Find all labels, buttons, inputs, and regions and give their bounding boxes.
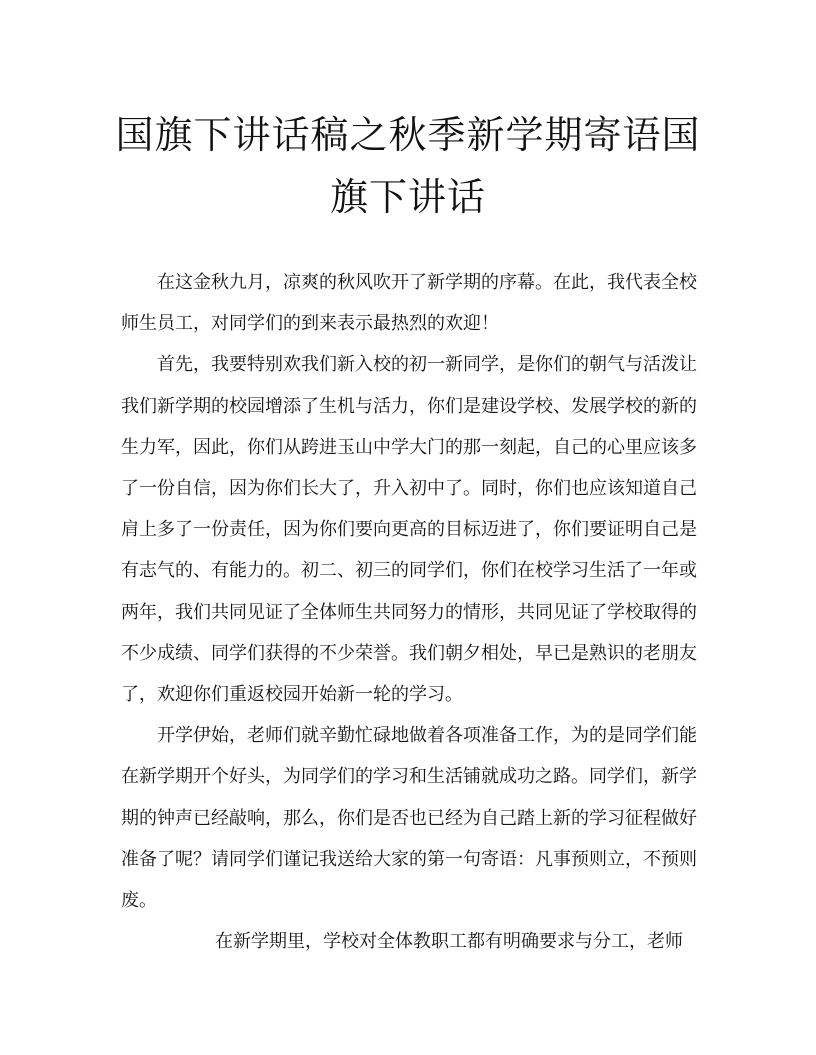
document-title: 国旗下讲话稿之秋季新学期寄语国旗下讲话: [115, 113, 701, 219]
paragraph-semester-start: 开学伊始，老师们就辛勤忙碌地做着各项准备工作，为的是同学们能在新学期开个好头，为同学们的学习和生活铺就成功之路。同学们，新学期的钟声已经敲响，那么，你们是否也已经为自己踏上新的学习征程做好准备了呢？请同学们谨记我送给大家的第一句寄语：凡事预则立，不预则废。: [121, 725, 697, 912]
paragraph-requirements: 在新学期里，学校对全体教职工都有明确要求与分工，老师: [215, 931, 683, 953]
paragraph-new-students: 首先，我要特别欢我们新入校的初一新同学，是你们的朝气与活泼让我们新学期的校园增添了生机与活力，你们是建设学校、发展学校的新的生力军，因此，你们从跨进玉山中学大门的那一刻起，自己的心里应该多了一份自信，因为你们长大了，升入初中了。同时，你们也应该知道自己肩上多了一份责任，因为你们要向更高的目标迈进了，你们要证明自己是有志气的、有能力的。初二、初三的同学们，你们在校学习生活了一年或两年，我们共同见证了全体师生共同努力的情形，共同见证了学校取得的不少成绩、同学们获得的不少荣誉。我们朝夕相处，早已是熟识的老朋友了，欢迎你们重返校园开始新一轮的学习。: [121, 354, 697, 706]
document-body: [121, 262, 697, 962]
paragraph-welcome: 在这金秋九月，凉爽的秋风吹开了新学期的序幕。在此，我代表全校师生员工，对同学们的到来表示最热烈的欢迎！: [121, 272, 697, 335]
